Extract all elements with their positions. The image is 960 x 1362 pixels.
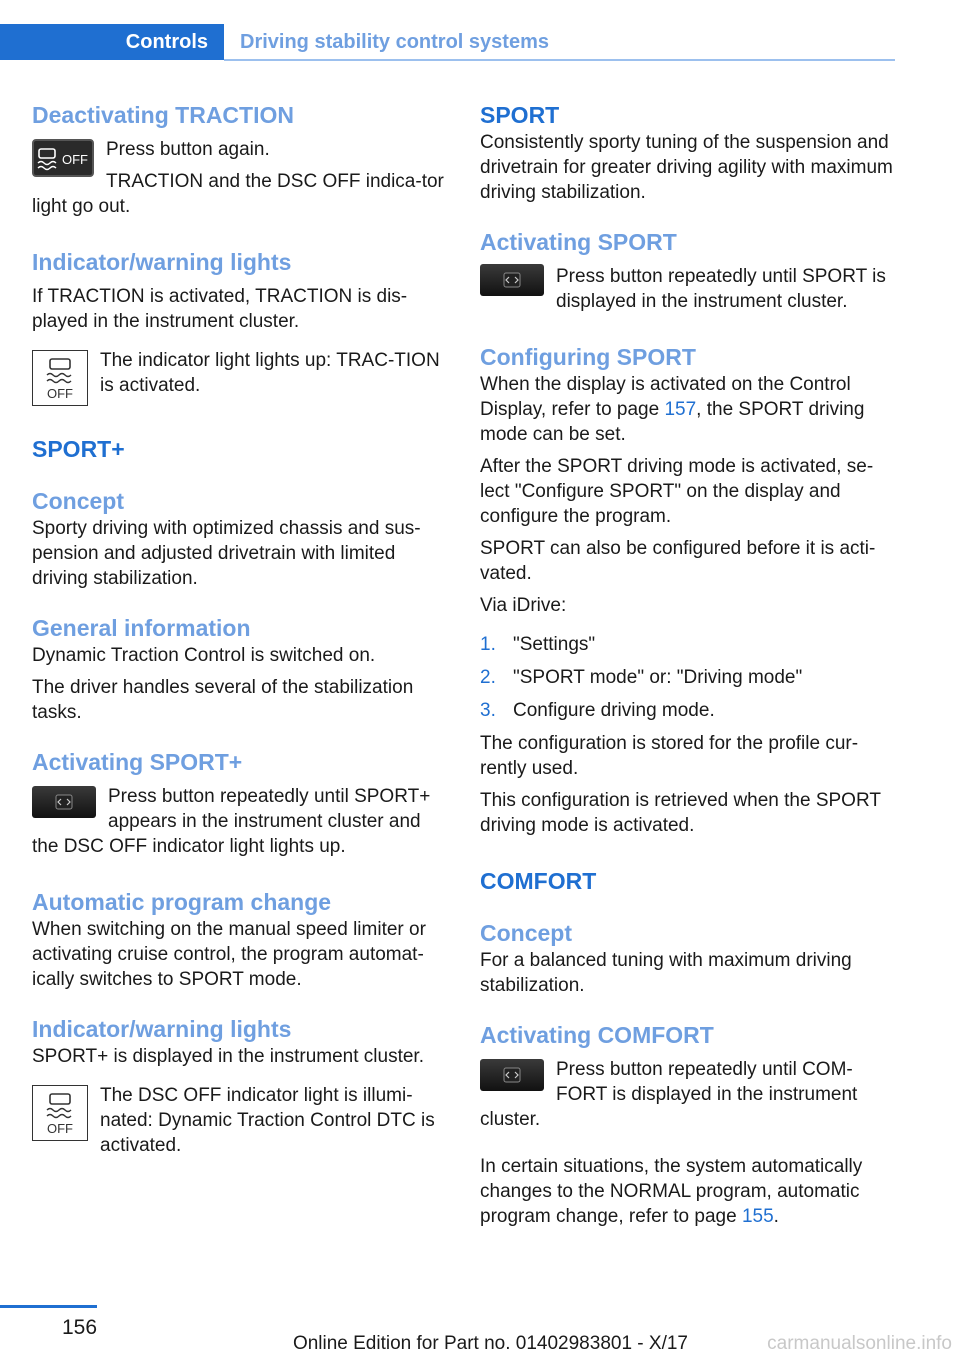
- indicator-light-block-2: [32, 1083, 448, 1158]
- heading-concept-left: Concept: [32, 488, 124, 514]
- heading-sport: SPORT: [480, 102, 560, 128]
- heading-configuring-sport: Configuring SPORT: [480, 344, 696, 370]
- configuring-text-3: SPORT can also be configured before it is acti-vated.: [480, 538, 876, 584]
- automatic-normal-text: In certain situations, the system automatically changes to the NORMAL program, automatic program change, refer to page 155.: [480, 1156, 863, 1227]
- general-text-2: The driver handles several of the stabilization tasks.: [32, 677, 414, 723]
- chapter-title[interactable]: Driving stability control systems: [240, 31, 549, 53]
- deactivate-step-text: Press button again.: [106, 139, 270, 160]
- heading-activating-sport: Activating SPORT: [480, 229, 677, 255]
- configuring-text-4: Via iDrive:: [480, 595, 567, 616]
- idrive-steps-list: [480, 632, 896, 723]
- svg-text:OFF: OFF: [62, 152, 88, 167]
- heading-indicator-lights-1: Indicator/warning lights: [32, 249, 292, 275]
- indicator-light-text-1: The indicator light lights up: TRAC-TION is activated.: [100, 350, 440, 396]
- sport-text: Consistently sporty tuning of the suspension and drivetrain for greater driving agility with maximum driving stabilization.: [480, 132, 893, 203]
- heading-indicator-lights-2: Indicator/warning lights: [32, 1016, 292, 1042]
- concept-text-right: For a balanced tuning with maximum driving stabilization.: [480, 950, 852, 996]
- deactivate-traction-block: [32, 137, 448, 219]
- left-column: [32, 100, 448, 1158]
- automatic-change-text: When switching on the manual speed limiter or activating cruise control, the program automat-ically switches to SPORT mode.: [32, 919, 426, 990]
- svg-text:OFF: OFF: [47, 386, 73, 401]
- activate-comfort-block: [480, 1057, 896, 1132]
- heading-deactivating-traction: Deactivating TRACTION: [32, 102, 294, 128]
- list-item: 1. "Settings": [480, 634, 596, 655]
- section-tab[interactable]: Controls: [0, 24, 224, 60]
- activate-sport-text: Press button repeatedly until SPORT is displayed in the instrument cluster.: [556, 266, 886, 312]
- general-text-1: Dynamic Traction Control is switched on.: [32, 645, 376, 666]
- list-item: 3. Configure driving mode.: [480, 700, 715, 721]
- traction-off-button-icon: [32, 139, 94, 177]
- activate-sport-plus-text: Press button repeatedly until SPORT+ appears in the instrument cluster and the DSC OFF indicator light lights up.: [32, 786, 431, 857]
- page-link-157[interactable]: 157: [664, 399, 697, 420]
- heading-comfort: COMFORT: [480, 868, 597, 894]
- heading-activating-comfort: Activating COMFORT: [480, 1022, 714, 1048]
- configuring-text-5: The configuration is stored for the profile cur-rently used.: [480, 733, 859, 779]
- header-rule: [224, 59, 895, 61]
- indicator-text-2: SPORT+ is displayed in the instrument cluster.: [32, 1046, 424, 1067]
- page-link-155[interactable]: 155: [741, 1206, 774, 1227]
- driving-mode-switch-icon: [32, 786, 96, 818]
- configuring-text-6: This configuration is retrieved when the SPORT driving mode is activated.: [480, 790, 881, 836]
- heading-concept-right: Concept: [480, 920, 572, 946]
- configuring-text-2: After the SPORT driving mode is activated, se-lect "Configure SPORT" on the display and configure the program.: [480, 456, 874, 527]
- heading-automatic-program-change: Automatic program change: [32, 889, 332, 915]
- heading-sport-plus: SPORT+: [32, 436, 125, 462]
- watermark-text: carmanualsonline.info: [767, 1333, 952, 1354]
- indicator-light-text-2: The DSC OFF indicator light is illumi-nated: Dynamic Traction Control DTC is activated.: [100, 1085, 435, 1156]
- right-column: [480, 100, 896, 1229]
- indicator-light-block-1: [32, 348, 448, 406]
- activate-sport-plus-block: [32, 784, 448, 859]
- configuring-text-1: When the display is activated on the Control Display, refer to page 157, the SPORT driving mode can be set.: [480, 374, 865, 445]
- driving-mode-switch-icon-2: [480, 264, 544, 296]
- page-header: [0, 24, 895, 62]
- activate-comfort-text: Press button repeatedly until COM-FORT is displayed in the instrument cluster.: [480, 1059, 858, 1130]
- dsc-off-indicator-icon-2: [32, 1085, 88, 1141]
- page-number: 156: [62, 1316, 98, 1339]
- heading-activating-sport-plus: Activating SPORT+: [32, 749, 243, 775]
- driving-mode-switch-icon-3: [480, 1059, 544, 1091]
- svg-text:OFF: OFF: [47, 1121, 73, 1136]
- dsc-off-indicator-icon: [32, 350, 88, 406]
- indicator-text-1: If TRACTION is activated, TRACTION is dis-played in the instrument cluster.: [32, 286, 408, 332]
- edition-text: Online Edition for Part no. 01402983801 - X/17: [292, 1333, 688, 1354]
- deactivate-result-text: TRACTION and the DSC OFF indica-tor light go out.: [32, 171, 444, 217]
- concept-text-left: Sporty driving with optimized chassis and sus-pension and adjusted drivetrain with limited driving stabilization.: [32, 518, 421, 589]
- activate-sport-block: [480, 264, 896, 314]
- footer-rule: [0, 1305, 97, 1308]
- heading-general-information: General information: [32, 615, 251, 641]
- list-item: 2. "SPORT mode" or: "Driving mode": [480, 667, 803, 688]
